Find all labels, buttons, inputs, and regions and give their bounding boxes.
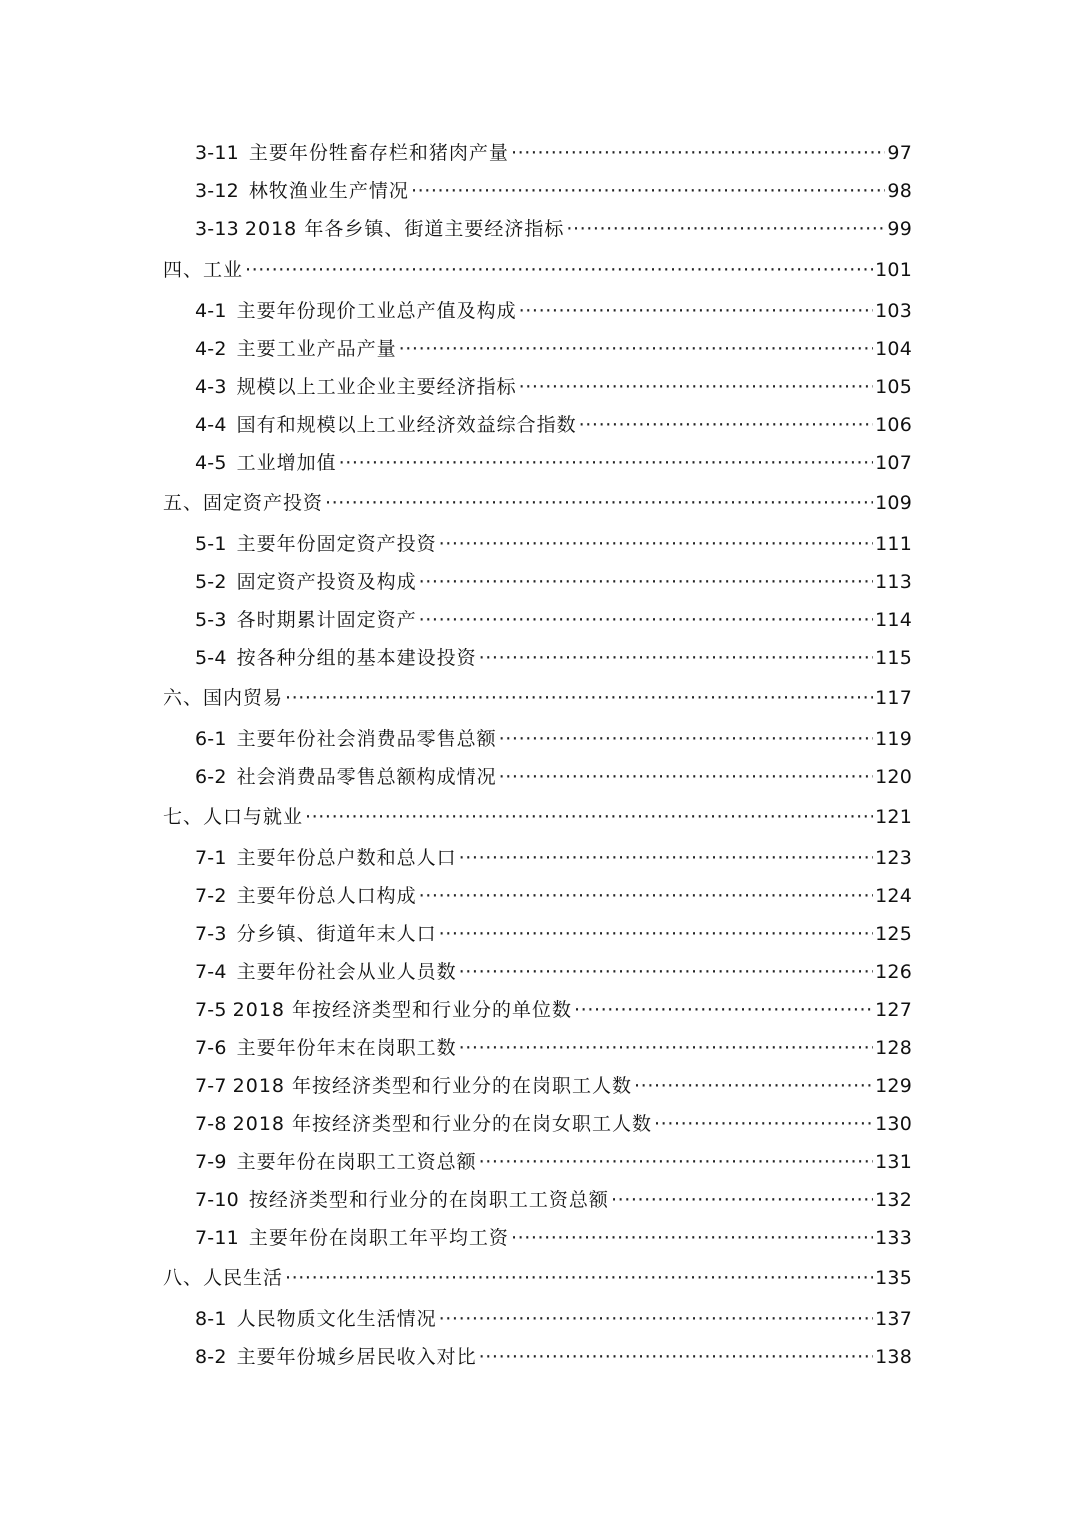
toc-entry-title: 主要年份在岗职工工资总额: [236, 1151, 477, 1173]
toc-section-title: 六、国内贸易: [163, 687, 284, 709]
toc-entry-number: 6-1: [195, 728, 227, 750]
toc-entry-page: 109: [875, 492, 912, 514]
toc-entry-7-8[interactable]: [195, 1109, 912, 1139]
dot-leader: [439, 529, 873, 559]
toc-entry-number: 4-3: [195, 376, 227, 398]
toc-entry-7-4[interactable]: [195, 957, 912, 987]
toc-entry-number: 7-11: [195, 1227, 239, 1249]
toc-entry-title: 主要年份现价工业总产值及构成: [236, 300, 517, 322]
toc-entry-number: 7-10: [195, 1189, 239, 1211]
toc-entry-page: 101: [875, 259, 912, 281]
dot-leader: [479, 1147, 873, 1177]
toc-section-industry[interactable]: [163, 255, 912, 285]
toc-entry-4-3[interactable]: [195, 372, 912, 402]
toc-entry-number: 7-8: [195, 1113, 227, 1135]
dot-leader: [419, 567, 873, 597]
toc-entry-number: 7-7: [195, 1075, 227, 1097]
toc-entry-4-2[interactable]: [195, 334, 912, 364]
toc-entry-page: 107: [875, 452, 912, 474]
toc-entry-number: 7-9: [195, 1151, 227, 1173]
toc-entry-page: 98: [887, 180, 912, 202]
toc-entry-title: 国有和规模以上工业经济效益综合指数: [236, 414, 577, 436]
toc-entry-number: 5-2: [195, 571, 227, 593]
toc-entry-page: 106: [875, 414, 912, 436]
toc-entry-7-6[interactable]: [195, 1033, 912, 1063]
toc-entry-7-9[interactable]: [195, 1147, 912, 1177]
toc-entry-number: 7-1: [195, 847, 227, 869]
dot-leader: [519, 372, 873, 402]
toc-entry-7-1[interactable]: [195, 843, 912, 873]
toc-entry-4-5[interactable]: [195, 448, 912, 478]
dot-leader: [245, 255, 873, 285]
toc-entry-number: 4-1: [195, 300, 227, 322]
toc-entry-title: 主要年份在岗职工年平均工资: [248, 1227, 509, 1249]
toc-entry-6-2[interactable]: [195, 762, 912, 792]
dot-leader: [499, 724, 873, 754]
toc-entry-3-11[interactable]: [195, 138, 912, 168]
toc-section-domestic-trade[interactable]: [163, 683, 912, 713]
toc-entry-page: 117: [875, 687, 912, 709]
toc-entry-page: 130: [875, 1113, 912, 1135]
dot-leader: [325, 488, 873, 518]
toc-entry-page: 115: [875, 647, 912, 669]
toc-entry-title: 林牧渔业生产情况: [248, 180, 409, 202]
toc-entry-title: 主要年份总户数和总人口: [236, 847, 457, 869]
dot-leader: [305, 802, 873, 832]
toc-entry-8-2[interactable]: [195, 1342, 912, 1372]
toc-entry-page: 99: [887, 218, 912, 240]
dot-leader: [439, 919, 873, 949]
toc-entry-title: 按经济类型和行业分的在岗职工工资总额: [248, 1189, 609, 1211]
dot-leader: [511, 1223, 873, 1253]
toc-section-title: 七、人口与就业: [163, 806, 304, 828]
toc-entry-title: 工业增加值: [236, 452, 337, 474]
toc-entry-page: 132: [875, 1189, 912, 1211]
toc-entry-page: 125: [875, 923, 912, 945]
dot-leader: [419, 881, 873, 911]
toc-entry-page: 137: [875, 1308, 912, 1330]
toc-entry-page: 133: [875, 1227, 912, 1249]
toc-entry-title: 社会消费品零售总额构成情况: [236, 766, 497, 788]
toc-entry-page: 120: [875, 766, 912, 788]
toc-entry-number: 7-3: [195, 923, 227, 945]
toc-entry-7-7[interactable]: [195, 1071, 912, 1101]
toc-entry-3-13[interactable]: [195, 214, 912, 244]
toc-entry-title: 2018 年按经济类型和行业分的单位数: [232, 999, 573, 1021]
toc-entry-7-10[interactable]: [195, 1185, 912, 1215]
toc-section-title: 四、工业: [163, 259, 244, 281]
toc-entry-6-1[interactable]: [195, 724, 912, 754]
toc-entry-title: 2018 年按经济类型和行业分的在岗职工人数: [232, 1075, 633, 1097]
dot-leader: [459, 1033, 873, 1063]
toc-entry-page: 135: [875, 1267, 912, 1289]
toc-entry-title: 规模以上工业企业主要经济指标: [236, 376, 517, 398]
toc-entry-7-2[interactable]: [195, 881, 912, 911]
dot-leader: [566, 214, 885, 244]
dot-leader: [459, 843, 873, 873]
toc-entry-page: 103: [875, 300, 912, 322]
toc-entry-title: 人民物质文化生活情况: [236, 1308, 437, 1330]
toc-entry-page: 126: [875, 961, 912, 983]
dot-leader: [579, 410, 873, 440]
toc-entry-page: 121: [875, 806, 912, 828]
toc-entry-page: 138: [875, 1346, 912, 1368]
toc-entry-page: 97: [887, 142, 912, 164]
toc-entry-page: 104: [875, 338, 912, 360]
toc-entry-3-12[interactable]: [195, 176, 912, 206]
dot-leader: [411, 176, 885, 206]
toc-entry-number: 7-6: [195, 1037, 227, 1059]
toc-section-living[interactable]: [163, 1263, 912, 1293]
dot-leader: [499, 762, 873, 792]
dot-leader: [634, 1071, 873, 1101]
toc-section-title: 五、固定资产投资: [163, 492, 324, 514]
toc-entry-title: 主要年份社会从业人员数: [236, 961, 457, 983]
toc-entry-title: 按各种分组的基本建设投资: [236, 647, 477, 669]
toc-entry-page: 123: [875, 847, 912, 869]
toc-entry-page: 111: [875, 533, 912, 555]
toc-entry-page: 113: [875, 571, 912, 593]
toc-entry-number: 7-5: [195, 999, 227, 1021]
toc-entry-number: 4-4: [195, 414, 227, 436]
dot-leader: [479, 643, 873, 673]
dot-leader: [479, 1342, 873, 1372]
dot-leader: [285, 1263, 873, 1293]
toc-entry-4-4[interactable]: [195, 410, 912, 440]
toc-entry-page: 119: [875, 728, 912, 750]
toc-entry-number: 3-11: [195, 142, 239, 164]
dot-leader: [399, 334, 873, 364]
toc-entry-7-11[interactable]: [195, 1223, 912, 1253]
toc-entry-title: 主要年份固定资产投资: [236, 533, 437, 555]
toc-section-population[interactable]: [163, 802, 912, 832]
toc-entry-title: 主要工业产品产量: [236, 338, 397, 360]
toc-entry-number: 7-2: [195, 885, 227, 907]
toc-entry-5-1[interactable]: [195, 529, 912, 559]
toc-entry-5-3[interactable]: [195, 605, 912, 635]
dot-leader: [611, 1185, 873, 1215]
dot-leader: [339, 448, 873, 478]
toc-entry-page: 128: [875, 1037, 912, 1059]
dot-leader: [459, 957, 873, 987]
toc-entry-page: 114: [875, 609, 912, 631]
toc-entry-4-1[interactable]: [195, 296, 912, 326]
toc-entry-title: 2018 年各乡镇、街道主要经济指标: [244, 218, 565, 240]
toc-entry-number: 3-12: [195, 180, 239, 202]
toc-entry-title: 主要年份城乡居民收入对比: [236, 1346, 477, 1368]
toc-entry-number: 4-5: [195, 452, 227, 474]
toc-entry-number: 8-2: [195, 1346, 227, 1368]
toc-entry-page: 129: [875, 1075, 912, 1097]
toc-entry-number: 7-4: [195, 961, 227, 983]
dot-leader: [574, 995, 873, 1025]
toc-entry-number: 5-1: [195, 533, 227, 555]
toc-entry-number: 5-3: [195, 609, 227, 631]
toc-entry-title: 主要年份社会消费品零售总额: [236, 728, 497, 750]
toc-section-fixed-assets[interactable]: [163, 488, 912, 518]
toc-entry-8-1[interactable]: [195, 1304, 912, 1334]
toc-entry-5-2[interactable]: [195, 567, 912, 597]
dot-leader: [439, 1304, 873, 1334]
toc-entry-page: 131: [875, 1151, 912, 1173]
toc-entry-number: 6-2: [195, 766, 227, 788]
toc-entry-number: 5-4: [195, 647, 227, 669]
toc-entry-title: 2018 年按经济类型和行业分的在岗女职工人数: [232, 1113, 653, 1135]
dot-leader: [519, 296, 873, 326]
toc-entry-page: 105: [875, 376, 912, 398]
toc-section-title: 八、人民生活: [163, 1267, 284, 1289]
toc-entry-number: 4-2: [195, 338, 227, 360]
toc-entry-page: 124: [875, 885, 912, 907]
dot-leader: [419, 605, 873, 635]
toc-entry-title: 主要年份总人口构成: [236, 885, 417, 907]
toc-entry-number: 8-1: [195, 1308, 227, 1330]
toc-entry-title: 固定资产投资及构成: [236, 571, 417, 593]
toc-entry-title: 主要年份牲畜存栏和猪肉产量: [248, 142, 509, 164]
toc-entry-5-4[interactable]: [195, 643, 912, 673]
toc-entry-7-5[interactable]: [195, 995, 912, 1025]
toc-entry-number: 3-13: [195, 218, 239, 240]
toc-entry-title: 各时期累计固定资产: [236, 609, 417, 631]
dot-leader: [285, 683, 873, 713]
toc-entry-7-3[interactable]: [195, 919, 912, 949]
toc-entry-title: 主要年份年末在岗职工数: [236, 1037, 457, 1059]
dot-leader: [654, 1109, 873, 1139]
toc-entry-title: 分乡镇、街道年末人口: [236, 923, 437, 945]
dot-leader: [511, 138, 885, 168]
toc-entry-page: 127: [875, 999, 912, 1021]
